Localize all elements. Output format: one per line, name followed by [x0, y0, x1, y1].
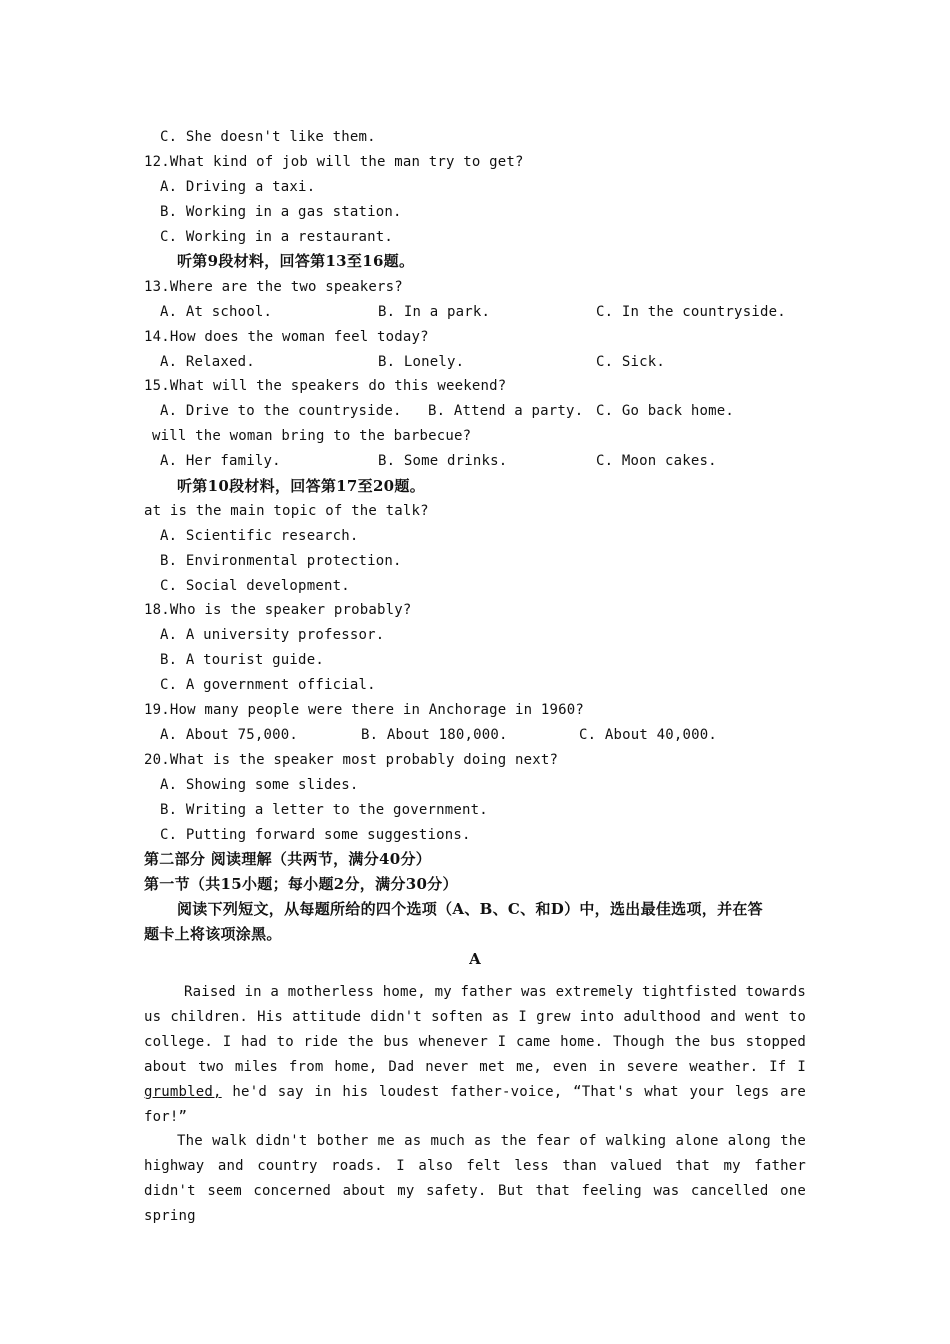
q12-option-c: C. Working in a restaurant. [160, 229, 393, 245]
section-9-header: 听第9段材料，回答第13至16题。 [177, 252, 415, 270]
q17-option-a: A. Scientific research. [160, 528, 359, 544]
q17-stem: at is the main topic of the talk? [144, 503, 429, 519]
q13-option-a: A. At school. [160, 304, 273, 320]
reading-section-title: 第一节（共15小题；每小题2分，满分30分） [144, 875, 458, 893]
q14-option-b: B. Lonely. [378, 354, 465, 370]
q18-option-c: C. A government official. [160, 677, 376, 693]
passage-label: A [469, 950, 481, 968]
q15-option-b: B. Attend a party. [428, 403, 584, 419]
q13-option-c: C. In the countryside. [596, 304, 786, 320]
q11-option-c: C. She doesn't like them. [160, 129, 376, 145]
section-10-header: 听第10段材料，回答第17至20题。 [177, 477, 426, 495]
q13-option-b: B. In a park. [378, 304, 491, 320]
q16-option-c: C. Moon cakes. [596, 453, 717, 469]
q19-option-c: C. About 40,000. [579, 727, 718, 743]
paragraph-1-text-start: Raised in a motherless home, my father was extremely tightfisted towards us children. His attitude didn't soften as I grew into adulthood and went to college. I had to ride the bus whenever I came home. Though the bus stopped about two miles from home, Dad never met me, even in severe weather. If I [144, 984, 806, 1075]
reading-instruction-line-1: 阅读下列短文，从每题所给的四个选项（A、B、C、和D）中，选出最佳选项，并在答 [177, 900, 763, 918]
q14-option-a: A. Relaxed. [160, 354, 255, 370]
underlined-word: grumbled, [144, 1083, 222, 1100]
q19-option-b: B. About 180,000. [361, 727, 508, 743]
q13-stem: 13.Where are the two speakers? [144, 279, 403, 295]
q20-option-a: A. Showing some slides. [160, 777, 359, 793]
q19-stem: 19.How many people were there in Anchorage in 1960? [144, 702, 585, 718]
q12-option-a: A. Driving a taxi. [160, 179, 316, 195]
q15-option-a: A. Drive to the countryside. [160, 403, 402, 419]
passage-paragraph-1 [144, 980, 806, 1129]
q15-stem: 15.What will the speakers do this weekend? [144, 378, 507, 394]
q18-option-a: A. A university professor. [160, 627, 385, 643]
q16-option-b: B. Some drinks. [378, 453, 508, 469]
q14-stem: 14.How does the woman feel today? [144, 329, 429, 345]
q12-stem: 12.What kind of job will the man try to get? [144, 154, 524, 170]
q19-option-a: A. About 75,000. [160, 727, 299, 743]
q16-option-a: A. Her family. [160, 453, 281, 469]
q18-stem: 18.Who is the speaker probably? [144, 602, 412, 618]
passage-paragraph-2: The walk didn't bother me as much as the fear of walking alone along the highway and country roads. I also felt less than valued that my father didn't seem concerned about my safety. But that feeling was cancelled one spring [144, 1133, 806, 1224]
q12-option-b: B. Working in a gas station. [160, 204, 402, 220]
q16-stem: will the woman bring to the barbecue? [152, 428, 472, 444]
q18-option-b: B. A tourist guide. [160, 652, 324, 668]
q15-option-c: C. Go back home. [596, 403, 735, 419]
q20-stem: 20.What is the speaker most probably doing next? [144, 752, 559, 768]
q20-option-b: B. Writing a letter to the government. [160, 802, 488, 818]
reading-instruction-line-2: 题卡上将该项涂黑。 [144, 925, 282, 943]
q17-option-c: C. Social development. [160, 578, 350, 594]
reading-part-title: 第二部分 阅读理解（共两节，满分40分） [144, 850, 432, 868]
q14-option-c: C. Sick. [596, 354, 666, 370]
q17-option-b: B. Environmental protection. [160, 553, 402, 569]
paragraph-1-text-end: he'd say in his loudest father-voice, “That's what your legs are for!” [144, 1083, 806, 1125]
q20-option-c: C. Putting forward some suggestions. [160, 827, 471, 843]
